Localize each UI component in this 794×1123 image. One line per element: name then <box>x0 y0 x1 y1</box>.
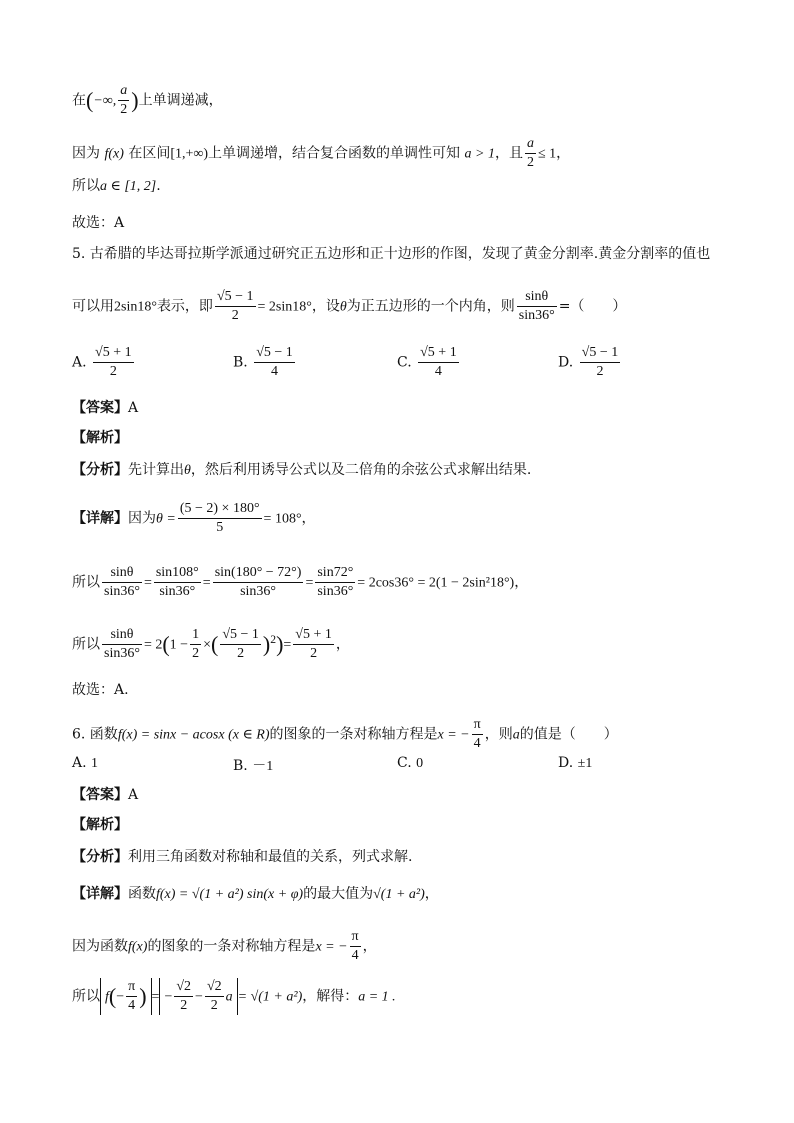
q6-xiangjie: 【详解】函数f(x) = √(1 + a²) sin(x + φ)的最大值为√(1 + a²)， <box>72 886 439 902</box>
q6-analysis-tag: 【解析】 <box>72 817 128 833</box>
q6-answer: 【答案】A <box>72 787 139 803</box>
q6-option-a: A. 1 <box>72 755 99 771</box>
q5-stem-line2: 可以用2sin18°表示，即 $\frac{√5 - 1}{2}$ = 2sin18°，设θ为正五边形的一个内角，则 $\frac{\sin\theta}{\sin 36^\circ}$ =（ ） <box>72 289 627 323</box>
q6-line2: 因为函数f(x)的图象的一条对称轴方程是x = − $\frac{\pi}{4}$ ， <box>72 929 377 963</box>
q5-fenxi: 【分析】先计算出θ，然后利用诱导公式以及二倍角的余弦公式求解出结果. <box>72 462 532 478</box>
q5-xiangjie: 【详解】因为θ = $\frac{(5 - 2) \times 180^\circ}{5}$ = 108°， <box>72 501 316 535</box>
condition: a > 1 <box>464 146 495 162</box>
q5-answer: 【答案】A <box>72 400 139 416</box>
text: 在 <box>72 92 86 109</box>
math-set: a ∈ [1, 2] <box>100 179 157 194</box>
q6-stem: 6. 函数f(x) = sinx − acosx (x ∈ R)的图象的一条对称轴方程是x = − $\frac{\pi}{4}$ ，则a的值是（ ） <box>72 717 618 751</box>
fraction: $\frac{\sin\theta}{\sin 36^\circ}$ <box>518 289 555 323</box>
q6-option-b: B. －1 <box>233 758 274 774</box>
interval: [1,+∞) <box>170 146 209 162</box>
line-monotone-increase: 因为 f(x) 在区间[1,+∞)上单调递增，结合复合函数的单调性可知 a > 1，且 $\frac{a}{2}$ ≤ 1， <box>72 136 571 170</box>
fraction: $\frac{a}{2}$ <box>120 83 128 117</box>
option-a: A. $\frac{√5 + 1}{2}$ <box>72 345 132 379</box>
fraction: $\frac{√5 - 1}{2}$ <box>216 289 254 323</box>
q5-analysis-tag: 【解析】 <box>72 430 128 446</box>
line-conclusion: 所以a ∈ [1, 2]. <box>72 178 161 194</box>
interval: −∞, <box>93 93 117 109</box>
math-fx: f(x) <box>104 146 124 162</box>
option-d: D. $\frac{√5 - 1}{2}$ <box>558 345 619 379</box>
q5-choose: 故选：A. <box>72 682 129 698</box>
q6-fenxi: 【分析】利用三角函数对称轴和最值的关系，列式求解. <box>72 849 413 865</box>
q6-line3: 所以 f(− $\frac{\pi}{4}$ ) = − $\frac{√2}{2}$ − $\frac{√2}{2}$ a = √(1 + a²)，解得：a = 1 . <box>72 979 396 1013</box>
line-monotone-decrease: 在(−∞, $\frac{a}{2}$ )上单调递减， <box>72 83 223 117</box>
text: 上单调递减， <box>138 92 223 109</box>
q5-step2: 所以 $\frac{\sin\theta}{\sin 36^\circ}$ = 2(1 − $\frac{1}{2}$ ×( $\frac{√5 - 1}{2}$ )$^2$)= $\frac{√5 + 1}{2}$ ， <box>72 627 350 661</box>
line-choose: 故选：A <box>72 215 125 231</box>
q5-stem-line1: 5. 古希腊的毕达哥拉斯学派通过研究正五边形和正十边形的作图，发现了黄金分割率.黄金分割率的值也 <box>72 246 711 262</box>
q5-step1: 所以 $\frac{\sin\theta}{\sin 36^\circ}$ = $\frac{\sin 108^\circ}{\sin 36^\circ}$ = $\frac{\sin(180^\circ - 72^\circ)}{\sin 36^\circ}$ = $\frac{\sin 72^\circ}{\sin 36^\circ}$ = 2cos36° = 2(1 − 2sin²18°)， <box>72 565 529 599</box>
q6-option-c: C. 0 <box>397 755 424 771</box>
option-b: B. $\frac{√5 - 1}{4}$ <box>233 345 293 379</box>
option-c: C. $\frac{√5 + 1}{4}$ <box>397 345 457 379</box>
fraction: $\frac{a}{2}$ <box>526 136 534 170</box>
q6-option-d: D. ±1 <box>558 755 593 771</box>
